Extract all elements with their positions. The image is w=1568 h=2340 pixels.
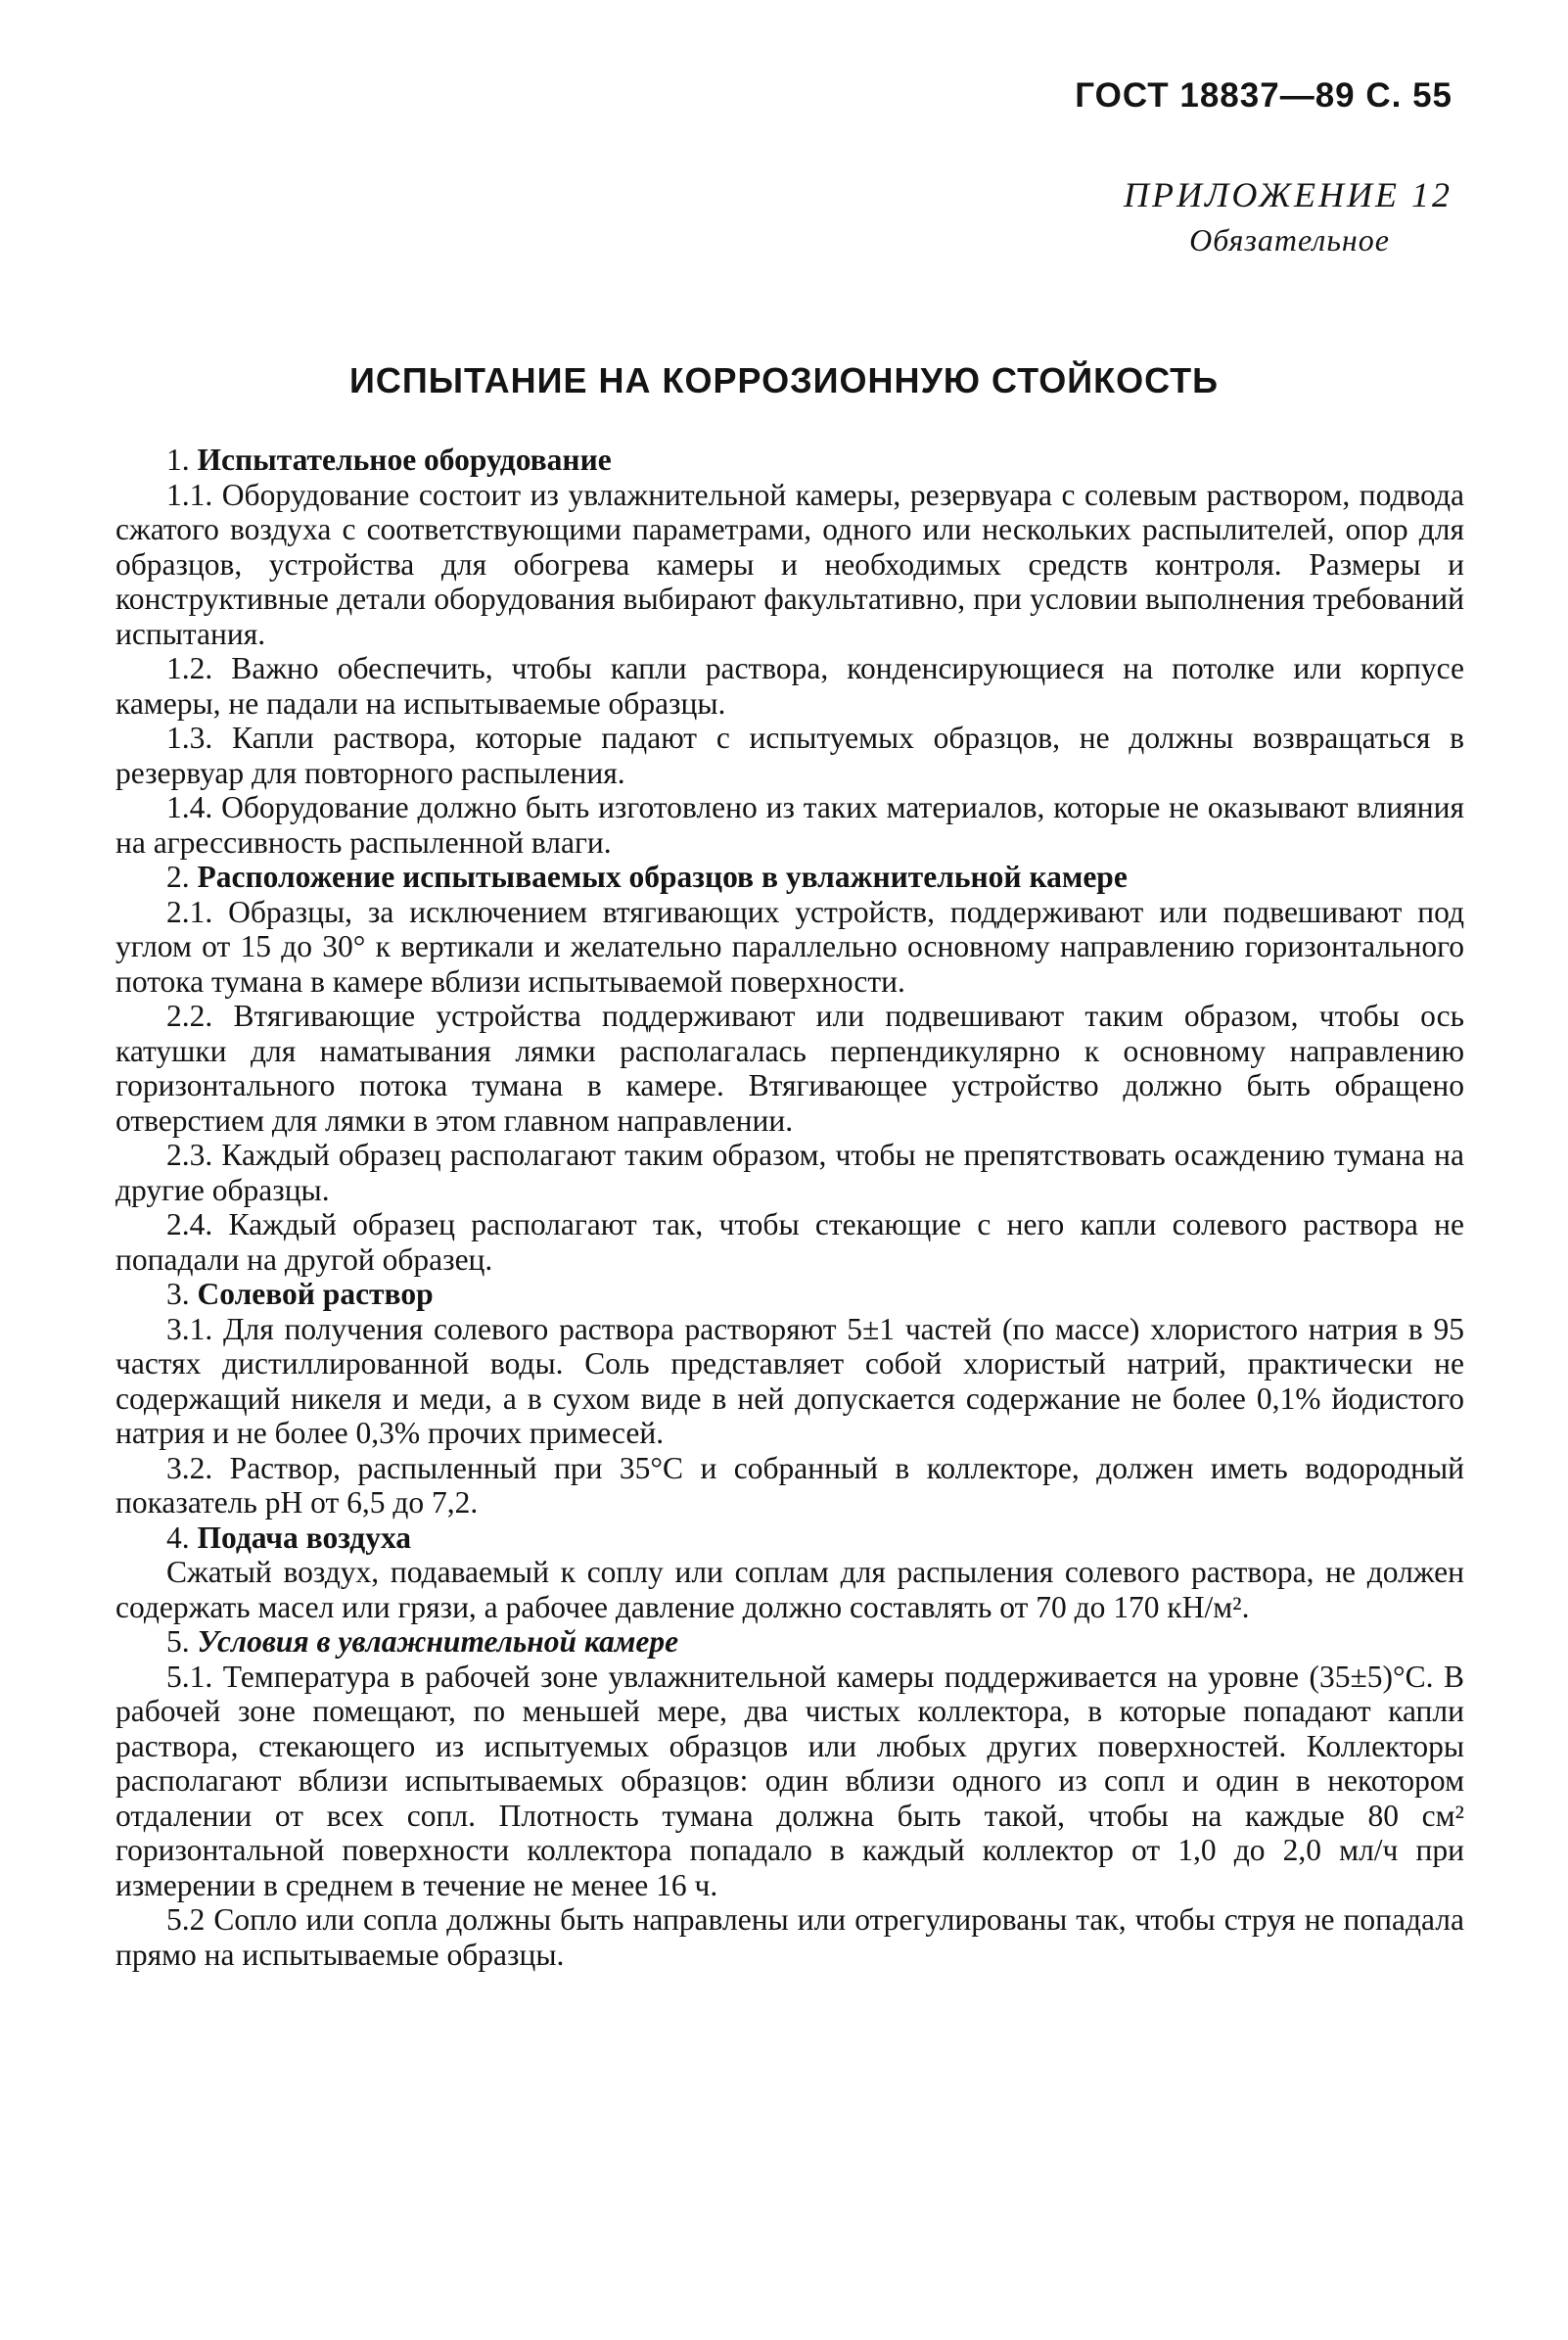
section-heading-text: Испытательное оборудование [197, 443, 612, 477]
section-number: 3. [166, 1277, 190, 1311]
section-heading [115, 1521, 1464, 1556]
document-title: ИСПЫТАНИЕ НА КОРРОЗИОННУЮ СТОЙКОСТЬ [348, 360, 1220, 400]
section-number: 5. [166, 1624, 190, 1659]
section-heading-text: Подача воздуха [197, 1520, 412, 1555]
paragraph: 2.2. Втягивающие устройства поддерживают или подвешивают таким образом, чтобы ось катушки для наматывания лямки располагалась перпендикулярно к основному направлению горизонтального потока тумана в камере. Втягивающее устройство должно быть обращено отверстием для лямки в этом главном направлении. [115, 999, 1464, 1138]
paragraph: 1.2. Важно обеспечить, чтобы капли раствора, конденсирующиеся на потолке или корпусе камеры, не падали на испытываемые образцы. [115, 651, 1464, 721]
standard-reference: ГОСТ 18837—89 С. 55 [1075, 76, 1453, 115]
section-number: 1. [166, 443, 190, 477]
paragraph: Сжатый воздух, подаваемый к соплу или соплам для распыления солевого раствора, не должен содержать масел или грязи, а рабочее давление должно составлять от 70 до 170 кН/м². [115, 1555, 1464, 1624]
section-heading [115, 1624, 1464, 1660]
paragraph: 3.2. Раствор, распыленный при 35°С и собранный в коллекторе, должен иметь водородный показатель pH от 6,5 до 7,2. [115, 1450, 1464, 1520]
section-number: 2. [166, 860, 190, 894]
section-heading-text: Условия в увлажнительной камере [197, 1624, 679, 1659]
section-number: 4. [166, 1520, 190, 1555]
paragraph: 5.2 Сопло или сопла должны быть направлены или отрегулированы так, чтобы струя не попадала прямо на испытываемые образцы. [115, 1902, 1464, 1972]
paragraph: 2.1. Образцы, за исключением втягивающих устройств, поддерживают или подвешивают под углом от 15 до 30° к вертикали и желательно параллельно основному направлению горизонтального потока тумана в камере вблизи испытываемой поверхности. [115, 894, 1464, 999]
paragraph: 1.3. Капли раствора, которые падают с испытуемых образцов, не должны возвращаться в резервуар для повторного распыления. [115, 721, 1464, 790]
paragraph: 1.1. Оборудование состоит из увлажнительной камеры, резервуара с солевым раствором, подвода сжатого воздуха с соответствующими параметрами, одного или нескольких распылителей, опор для образцов, устройства для обогрева камеры и необходимых средств контроля. Размеры и конструктивные детали оборудования выбирают факультативно, при условии выполнения требований испытания. [115, 477, 1464, 651]
section-heading [115, 860, 1464, 895]
appendix-subtitle: Обязательное [1189, 222, 1390, 257]
section-heading-text: Расположение испытываемых образцов в увлажнительной камере [197, 860, 1128, 894]
paragraph: 3.1. Для получения солевого раствора растворяют 5±1 частей (по массе) хлористого натрия в 95 частях дистиллированной воды. Соль представляет собой хлористый натрий, практически не содержащий никеля и меди, а в сухом виде в ней допускается содержание не более 0,1% йодистого натрия и не более 0,3% прочих примесей. [115, 1311, 1464, 1450]
document-body [115, 443, 1464, 1972]
section-heading [115, 1277, 1464, 1312]
appendix-block [1124, 172, 1453, 262]
paragraph: 5.1. Температура в рабочей зоне увлажнительной камеры поддерживается на уровне (35±5)°С. В рабочей зоне помещают, по меньшей мере, два чистых коллектора, в которые попадают капли раствора, стекающего из испытуемых образцов или любых других поверхностей. Коллекторы располагают вблизи испытываемых образцов: один вблизи одного из сопл и один в некотором отдалении от всех сопл. Плотность тумана должна быть такой, чтобы на каждые 80 см² горизонтальной поверхности коллектора попадало в каждый коллектор от 1,0 до 2,0 мл/ч при измерении в среднем в течение не менее 16 ч. [115, 1659, 1464, 1902]
appendix-title: ПРИЛОЖЕНИЕ 12 [1124, 175, 1453, 214]
section-heading-text: Солевой раствор [197, 1277, 434, 1311]
section-heading [115, 443, 1464, 478]
paragraph: 2.4. Каждый образец располагают так, чтобы стекающие с него капли солевого раствора не попадали на другой образец. [115, 1207, 1464, 1277]
paragraph: 2.3. Каждый образец располагают таким образом, чтобы не препятствовать осаждению тумана на другие образцы. [115, 1138, 1464, 1207]
paragraph: 1.4. Оборудование должно быть изготовлено из таких материалов, которые не оказывают влияния на агрессивность распыленной влаги. [115, 790, 1464, 860]
